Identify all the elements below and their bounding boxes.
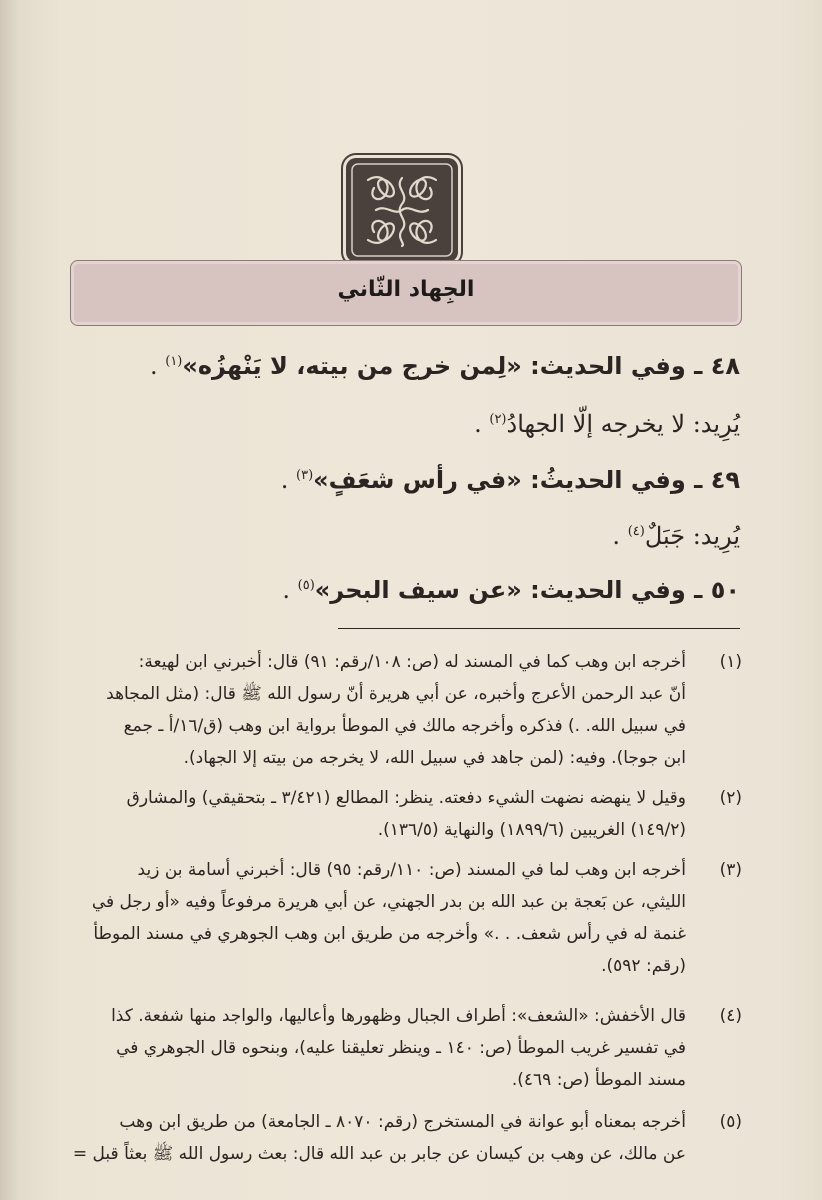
entry-text: ٤٩ ـ وفي الحديثُ: «في رأس شعَفٍ» bbox=[313, 466, 740, 494]
footnote-line: أخرجه ابن وهب لما في المسند (ص: ١١٠/رقم: ٩٥) قال: أخبرني أسامة بن زيد bbox=[137, 860, 686, 880]
footnote-number: (١) bbox=[719, 652, 742, 672]
footnote-ref: (٤) bbox=[627, 524, 645, 539]
footnote-ref: (٣) bbox=[296, 468, 314, 483]
entry-text: يُرِيد: لا يخرجه إلّا الجهادُ bbox=[506, 410, 740, 438]
footnote-line: (١٤٩/٢) الغريبين (١٨٩٩/٦) والنهاية (١٣٦/٥). bbox=[377, 820, 686, 840]
footnote-line: الليثي، عن بَعجة بن عبد الله بن بدر الجهني، عن أبي هريرة مرفوعاً وفيه «أو رجل في bbox=[91, 892, 686, 912]
footnote bbox=[62, 1000, 742, 1096]
footnote-line: في تفسير غريب الموطأ (ص: ١٤٠ ـ وينظر تعليقنا عليه)، وبنحوه قال الجوهري في bbox=[116, 1038, 686, 1058]
chapter-title-bar bbox=[70, 260, 742, 326]
footnote bbox=[62, 1106, 742, 1170]
entry-end: . bbox=[149, 352, 166, 380]
entry-end: . bbox=[282, 576, 298, 604]
entry-line bbox=[70, 522, 740, 550]
entry-line bbox=[70, 410, 740, 438]
footnote-line: قال الأخفش: «الشعف»: أطراف الجبال وظهورها وأعاليها، والواجد منها شفعة. كذا bbox=[111, 1006, 686, 1026]
footnote-line: أخرجه ابن وهب كما في المسند له (ص: ١٠٨/رقم: ٩١) قال: أخبرني ابن لهيعة: bbox=[138, 652, 686, 672]
footnote-line: (رقم: ٥٩٢). bbox=[601, 956, 686, 976]
entry-line bbox=[70, 352, 740, 380]
entry-text: يُرِيد: جَبَلٌ bbox=[644, 522, 740, 550]
entry-line bbox=[70, 466, 740, 494]
entry-text: ٤٨ ـ وفي الحديث: «لِمن خرج من بيته، لا يَنْهزُه» bbox=[182, 352, 740, 380]
chapter-title: الجِهاد الثّاني bbox=[337, 277, 475, 302]
footnote-divider bbox=[338, 628, 740, 629]
footnote bbox=[62, 782, 742, 846]
entry-end: . bbox=[474, 410, 490, 438]
footnote-line: عن مالك، عن وهب بن كيسان عن جابر بن عبد الله قال: بعث رسول الله ﷺ بعثاً قبل = bbox=[72, 1144, 686, 1164]
footnote-number: (٣) bbox=[719, 860, 742, 880]
footnote-ref: (٥) bbox=[297, 578, 315, 593]
footnote-line: مسند الموطأ (ص: ٤٦٩). bbox=[511, 1070, 686, 1090]
footnote-line: في سبيل الله. .) فذكره وأخرجه مالك في الموطأ برواية ابن وهب (ق/١٦/أ ـ جمع bbox=[123, 716, 686, 736]
footnote-line: أخرجه بمعناه أبو عوانة في المستخرج (رقم: ٨٠٧٠ ـ الجامعة) من طريق ابن وهب bbox=[119, 1112, 686, 1132]
footnote-number: (٢) bbox=[719, 788, 742, 808]
footnote-line: ابن جوجا). وفيه: (لمن جاهد في سبيل الله، لا يخرجه من بيته إلا الجهاد). bbox=[183, 748, 686, 768]
entry-text: ٥٠ ـ وفي الحديث: «عن سيف البحر» bbox=[314, 576, 740, 604]
footnote bbox=[62, 854, 742, 982]
footnote-line: وقيل لا ينهضه نضهت الشيء دفعته. ينظر: المطالع (٣/٤٢١ ـ بتحقيقي) والمشارق bbox=[126, 788, 686, 808]
entry-line bbox=[70, 576, 740, 604]
footnote-ref: (٢) bbox=[489, 412, 507, 427]
ornament-icon bbox=[346, 158, 458, 262]
footnote-line: غنمة له في رأس شعف. . .» وأخرجه من طريق ابن وهب الجوهري في مسند الموطأ bbox=[93, 924, 686, 944]
footnote-line: أنّ عبد الرحمن الأعرج وأخبره، عن أبي هريرة أنّ رسول الله ﷺ قال: (مثل المجاهد bbox=[106, 684, 686, 704]
footnote-number: (٤) bbox=[719, 1006, 742, 1026]
footnote-number: (٥) bbox=[719, 1112, 742, 1132]
entry-end: . bbox=[612, 522, 628, 550]
footnote-ref: (١) bbox=[165, 354, 183, 369]
entry-end: . bbox=[280, 466, 296, 494]
footnote bbox=[62, 646, 742, 774]
